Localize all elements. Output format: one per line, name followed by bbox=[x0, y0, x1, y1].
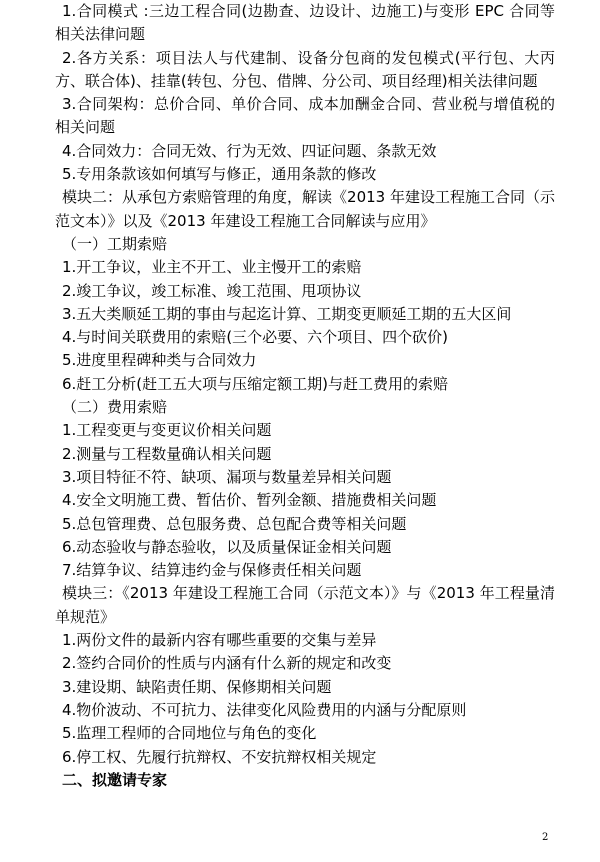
list-item: 2.测量与工程数量确认相关问题 bbox=[62, 444, 272, 463]
list-item: 1.开工争议，业主不开工、业主慢开工的索赔 bbox=[62, 258, 362, 277]
paragraph-contract-mode: 1.合同模式 :三边工程合同(边勘查、边设计、边施工)与变形 EPC 合同等相关法律问题 bbox=[55, 2, 555, 44]
list-item: 3.五大类顺延工期的事由与起迄计算、工期变更顺延工期的五大区间 bbox=[62, 304, 512, 323]
list-item: 3.项目特征不符、缺项、漏项与数量差异相关问题 bbox=[62, 467, 392, 486]
module-two-heading: 模块二：从承包方索赔管理的角度，解读《2013 年建设工程施工合同（示范文本）》以及《2013 年建设工程施工合同解读与应用》 bbox=[55, 188, 555, 230]
paragraph-contract-structure: 3.合同架构：总价合同、单价合同、成本加酬金合同、营业税与增值税的相关问题 bbox=[55, 95, 555, 137]
paragraph-parties-relation: 2.各方关系：项目法人与代建制、设备分包商的发包模式(平行包、大丙方、联合体)、挂靠(转包、分包、借牌、分公司、项目经理)相关法律问题 bbox=[55, 48, 555, 90]
list-item: 7.结算争议、结算违约金与保修责任相关问题 bbox=[62, 561, 362, 580]
list-item: 2.竣工争议，竣工标准、竣工范围、甩项协议 bbox=[62, 281, 362, 300]
list-item: 6.动态验收与静态验收，以及质量保证金相关问题 bbox=[62, 537, 392, 556]
list-item: 5.总包管理费、总包服务费、总包配合费等相关问题 bbox=[62, 514, 407, 533]
list-item: 1.工程变更与变更议价相关问题 bbox=[62, 421, 272, 440]
subheading-schedule-claims: （一）工期索赔 bbox=[62, 234, 168, 253]
list-item: 4.物价波动、不可抗力、法律变化风险费用的内涵与分配原则 bbox=[62, 700, 467, 719]
list-item: 6.停工权、先履行抗辩权、不安抗辩权相关规定 bbox=[62, 747, 377, 766]
subheading-cost-claims: （二）费用索赔 bbox=[62, 398, 168, 417]
list-item: 3.建设期、缺陷责任期、保修期相关问题 bbox=[62, 677, 332, 696]
list-item: 5.监理工程师的合同地位与角色的变化 bbox=[62, 724, 317, 743]
list-item: 4.安全文明施工费、暂估价、暂列金额、措施费相关问题 bbox=[62, 491, 437, 510]
list-item: 2.签约合同价的性质与内涵有什么新的规定和改变 bbox=[62, 654, 392, 673]
page-number: 2 bbox=[542, 832, 549, 843]
list-item: 4.与时间关联费用的索赔(三个必要、六个项目、四个砍价) bbox=[62, 328, 449, 347]
list-item: 6.赶工分析(赶工五大项与压缩定额工期)与赶工费用的索赔 bbox=[62, 374, 449, 393]
module-three-heading: 模块三：《2013 年建设工程施工合同（示范文本）》与《2013 年工程量清单规范》 bbox=[55, 584, 555, 626]
list-item: 1.两份文件的最新内容有哪些重要的交集与差异 bbox=[62, 631, 377, 650]
paragraph-special-clauses: 5.专用条款该如何填写与修正，通用条款的修改 bbox=[62, 165, 377, 184]
section-heading-experts: 二、拟邀请专家 bbox=[62, 770, 168, 789]
list-item: 5.进度里程碑种类与合同效力 bbox=[62, 351, 257, 370]
paragraph-contract-validity: 4.合同效力：合同无效、行为无效、四证问题、条款无效 bbox=[62, 141, 437, 160]
document-body bbox=[55, 0, 555, 792]
